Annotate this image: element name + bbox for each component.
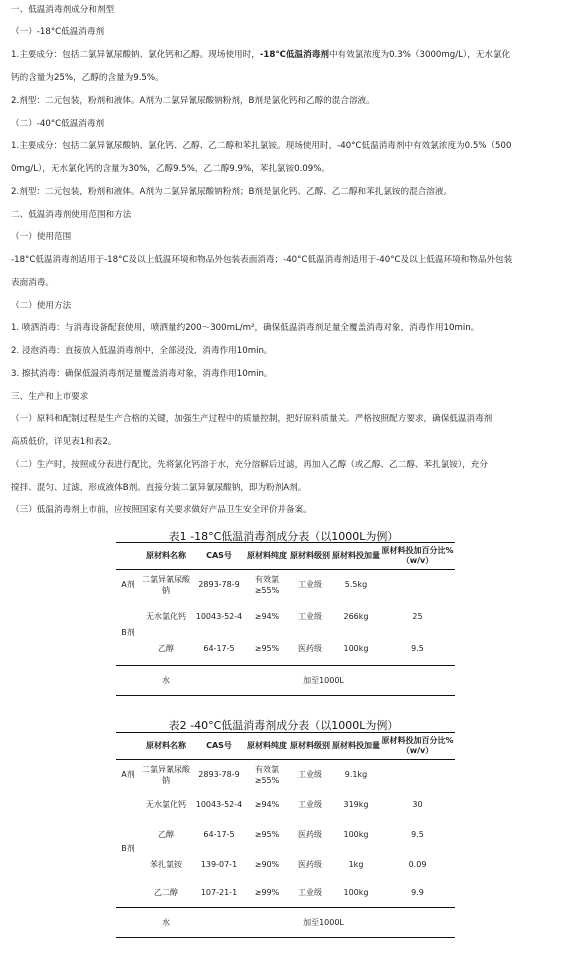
cell [380,760,455,790]
text-span: 1.主要成分：包括二氯异氰尿酸钠、氯化钙和乙醇。现场使用时， [11,50,260,60]
row-group-label: A剂 [121,580,135,590]
bold-text: -18°C低温消毒剂 [259,50,329,60]
header-cell: 原材料名称 [146,551,186,560]
row-group-label: B剂 [121,627,135,637]
cell [116,666,140,696]
req-production: （二）生产时，按照成分表进行配比，先将氯化钙溶于水，充分溶解后过滤，再加入乙醇（或乙醇、乙二醇、苯扎氯铵），充分 [11,460,488,470]
para-minus40-composition-cont: 0mg/L），无水氯化钙的含量为30%，乙醇9.5%，乙二醇9.9%，苯扎氯铵0.09%。 [11,164,330,174]
cell: ≥95% [254,644,280,654]
cell: 加至1000L [303,918,344,927]
cell: 工业级 [298,580,322,590]
table2 [116,732,455,938]
header-cell: 原材料纯度 [247,741,287,750]
cell: 乙醇 [158,830,174,839]
cell: 有效氯≥55% [254,764,280,785]
cell: 0.09 [408,859,427,869]
para-minus18-composition [11,49,510,61]
para-minus18-form: 2.剂型：二元包装，粉剂和液体。A剂为二氯异氰尿酸钠粉剂，B剂是氯化钙和乙醇的混合溶液。 [11,96,375,106]
req-market: （三）低温消毒剂上市前，应按照国家有关要求做好产品卫生安全评价并备案。 [11,505,312,515]
table-row [116,760,455,790]
table-row [116,633,455,666]
table-row [116,820,455,850]
cell: 无水氯化钙 [146,611,186,621]
cell: 25 [412,611,423,621]
text-span: 中有效氯浓度为0.3%（3000mg/L），无水氯化 [328,50,511,60]
cell: 医药级 [298,859,322,869]
header-cell: 原材料投加量 [332,551,380,560]
cell: 工业级 [298,800,322,809]
cell: 工业级 [298,888,322,898]
cell: 医药级 [298,644,322,654]
cell: 乙二醇 [154,888,178,898]
cell: 加至1000L [303,676,344,685]
header-cell: 原材料级别 [290,551,330,560]
cell: 2893-78-9 [198,580,240,590]
header-cell: CAS号 [206,551,232,560]
heading-2: 二、低温消毒剂使用范围和方法 [11,210,132,220]
cell: 1kg [348,859,364,869]
header-cell: 原材料投加百分比%（w/v） [381,736,454,755]
cell: 工业级 [298,611,322,621]
cell: 100kg [343,888,369,898]
cell: 100kg [343,830,369,839]
header-cell [116,543,140,570]
table-row [116,790,455,820]
para-minus40-composition: 1.主要成分：包括二氯异氰尿酸钠、氯化钙、乙醇、乙二醇和苯扎氯铵。现场使用时，-40°C低温消毒剂中有效氯浓度为0.5%（500 [11,141,512,151]
cell: 二氯异氰尿酸钠 [142,574,190,595]
cell: 有效氯≥55% [254,574,280,595]
subheading-minus40: （二）-40°C低温消毒剂 [11,119,105,129]
table-row [116,600,455,633]
cell: ≥94% [254,800,280,809]
header-cell [116,733,140,760]
header-cell: 原材料投加量 [332,741,380,750]
cell: 100kg [343,644,369,654]
header-cell: CAS号 [206,741,232,750]
subheading-minus18: （一）-18°C低温消毒剂 [11,27,105,37]
cell [380,570,455,600]
para-minus18-composition-cont: 钙的含量为25%，乙醇的含量为9.5%。 [11,73,164,83]
cell [116,908,140,938]
cell: ≥94% [254,611,280,621]
cell: 64-17-5 [203,644,235,654]
table1 [116,542,455,696]
cell: 9.5 [411,830,424,839]
para-scope: -18°C低温消毒剂适用于-18°C及以上低温环境和物品外包装表面消毒；-40°C低温消毒剂适用于-40°C及以上低温环境和物品外包装 [11,255,513,265]
table2-caption: 表2 -40°C低温消毒剂成分表（以1000L为例） [168,719,399,732]
para-scope-cont: 表面消毒。 [11,278,54,288]
method-soak: 2. 浸泡消毒：直接放入低温消毒剂中，全部浸没，消毒作用10min。 [11,346,273,356]
table1-caption: 表1 -18°C低温消毒剂成分表（以1000L为例） [168,530,399,543]
cell: 苯扎氯铵 [150,859,182,869]
cell: 医药级 [298,830,322,839]
header-cell: 原材料级别 [290,741,330,750]
table-row [116,908,455,938]
row-group-label: B剂 [121,843,135,853]
cell: 乙醇 [158,644,174,654]
cell: ≥95% [254,830,280,839]
cell: 319kg [343,800,369,809]
table2-header-row [116,733,455,760]
subheading-method: （二）使用方法 [11,301,72,311]
cell: 10043-52-4 [195,611,243,621]
req-production-cont: 搅拌、混匀、过滤，形成液体B剂。直接分装二氯异氰尿酸钠，即为粉剂A剂。 [11,483,307,493]
cell: 64-17-5 [203,830,235,839]
header-cell: 原材料投加百分比%（w/v） [381,546,454,565]
table-row [116,879,455,908]
cell: 工业级 [298,770,322,780]
header-cell: 原材料名称 [146,741,186,750]
cell: 水 [162,676,170,685]
cell: 9.5 [411,644,424,654]
table-row [116,850,455,879]
cell: 5.5kg [344,580,368,590]
table1-header-row [116,543,455,570]
table-row [116,570,455,600]
table-row [116,666,455,696]
req-raw-materials: （一）原料和配制过程是生产合格的关键，加强生产过程中的质量控制，把好原料质量关。严格按照配方要求，确保低温消毒剂 [11,414,493,424]
cell: 266kg [343,611,369,621]
cell: 无水氯化钙 [146,800,186,809]
cell: 9.1kg [344,770,368,780]
req-raw-materials-cont: 高质低价，详见表1和表2。 [11,437,117,447]
method-spray: 1. 喷洒消毒：与消毒设备配套使用，喷洒量约200～300mL/m²，确保低温消毒剂足量全覆盖消毒对象，消毒作用10min。 [11,323,480,333]
cell: 30 [412,800,423,809]
para-minus40-form: 2.剂型：二元包装，粉剂和液体。A剂为二氯异氰尿酸钠粉剂；B剂是氯化钙、乙醇、乙二醇和苯扎氯铵的混合溶液。 [11,187,453,197]
cell: 2893-78-9 [198,770,240,780]
header-cell: 原材料纯度 [247,551,287,560]
subheading-scope: （一）使用范围 [11,232,72,242]
cell: 107-21-1 [200,888,238,898]
method-wipe: 3. 擦拭消毒：确保低温消毒剂足量覆盖消毒对象，消毒作用10min。 [11,369,273,379]
cell: 水 [162,918,170,927]
cell: ≥90% [254,859,280,869]
cell: ≥99% [254,888,280,898]
cell: 10043-52-4 [195,800,243,809]
cell: 二氯异氰尿酸钠 [142,764,190,785]
row-group-label: A剂 [121,770,135,780]
cell: 9.9 [411,888,424,898]
heading-3: 三、生产和上市要求 [11,392,89,402]
heading-1: 一、低温消毒剂成分和剂型 [11,5,115,15]
cell: 139-07-1 [200,859,238,869]
